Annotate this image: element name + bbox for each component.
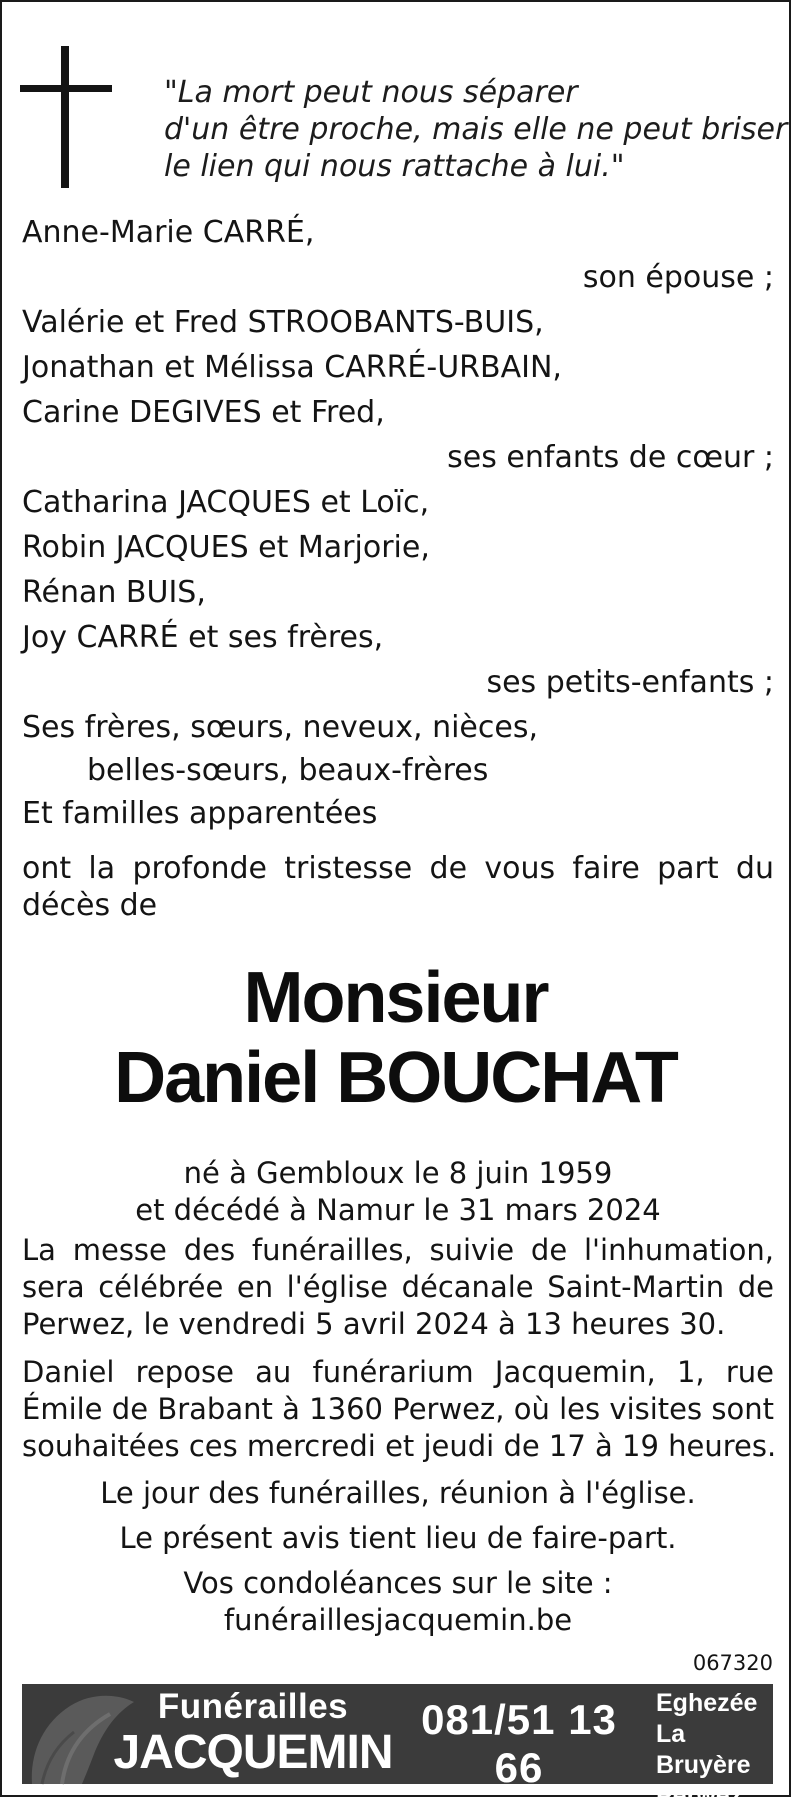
family-member: Robin JACQUES et Marjorie, xyxy=(22,530,430,565)
family-member: Rénan BUIS, xyxy=(22,575,206,610)
mass-line: Perwez, le vendredi 5 avril 2024 à 13 heures 30. xyxy=(22,1307,726,1341)
family-list xyxy=(22,210,774,836)
repose-line: souhaitées ces mercredi et jeudi de 17 à 19 heures. xyxy=(22,1429,777,1463)
announcement-line: ont la profonde tristesse de vous faire part du xyxy=(22,851,774,886)
birth-death-dates xyxy=(22,1155,774,1229)
quote xyxy=(164,74,788,185)
repose-line: Daniel repose au funérarium Jacquemin, 1, rue xyxy=(22,1355,774,1389)
brand-bottom: JACQUEMIN xyxy=(113,1726,393,1779)
relation-label: son épouse ; xyxy=(582,260,774,295)
locations xyxy=(656,1688,773,1812)
family-member: Et familles apparentées xyxy=(22,796,378,831)
death-line: et décédé à Namur le 31 mars 2024 xyxy=(135,1193,661,1227)
family-member: Joy CARRÉ et ses frères, xyxy=(22,620,384,655)
funeral-home-banner xyxy=(22,1684,773,1813)
brand-name xyxy=(110,1686,396,1778)
quote-line: le lien qui nous rattache à lui." xyxy=(164,149,625,184)
location: Perwez xyxy=(656,1782,743,1810)
family-member: Anne-Marie CARRÉ, xyxy=(22,215,315,250)
repose-paragraph xyxy=(22,1354,777,1465)
quote-line: d'un être proche, mais elle ne peut briser xyxy=(164,112,788,147)
family-member: Valérie et Fred STROOBANTS-BUIS, xyxy=(22,305,544,340)
family-member: Catharina JACQUES et Loïc, xyxy=(22,485,430,520)
relation-label: ses enfants de cœur ; xyxy=(447,440,774,475)
notice-text: Le présent avis tient lieu de faire-part. xyxy=(119,1521,677,1555)
family-member: Ses frères, sœurs, neveux, nièces, xyxy=(22,710,539,745)
family-member: Jonathan et Mélissa CARRÉ-URBAIN, xyxy=(22,350,562,385)
relation-label: ses petits-enfants ; xyxy=(486,665,774,700)
meeting-text: Le jour des funérailles, réunion à l'église. xyxy=(100,1476,696,1510)
family-member: Carine DEGIVES et Fred, xyxy=(22,395,385,430)
cross-icon xyxy=(20,46,112,188)
deceased-title: Monsieur xyxy=(243,958,548,1038)
contact xyxy=(400,1696,638,1816)
location: Eghezée xyxy=(656,1689,758,1717)
mass-line: sera célébrée en l'église décanale Saint-Martin de xyxy=(22,1270,774,1304)
mass-paragraph xyxy=(22,1232,774,1343)
quote-line: "La mort peut nous séparer xyxy=(164,75,578,110)
condolences-site: funéraillesjacquemin.be xyxy=(223,1603,573,1637)
website: www.funeraillesjacquemin.be xyxy=(400,1794,638,1813)
mass-line: La messe des funérailles, suivie de l'inhumation, xyxy=(22,1233,774,1267)
announcement-line: décès de xyxy=(22,888,158,923)
announcement xyxy=(22,850,774,924)
reference-number: 067320 xyxy=(692,1651,773,1675)
brand-top: Funérailles xyxy=(157,1687,349,1726)
family-member: belles-sœurs, beaux-frères xyxy=(87,753,489,788)
condolences xyxy=(22,1565,774,1639)
condolences-label: Vos condoléances sur le site : xyxy=(183,1566,613,1600)
deceased-name: Daniel BOUCHAT xyxy=(114,1038,677,1118)
phone-number: 081/51 13 66 xyxy=(421,1696,617,1791)
repose-line: Émile de Brabant à 1360 Perwez, où les visites sont xyxy=(22,1392,774,1426)
location: La Bruyère xyxy=(656,1720,751,1779)
birth-line: né à Gembloux le 8 juin 1959 xyxy=(183,1156,613,1190)
